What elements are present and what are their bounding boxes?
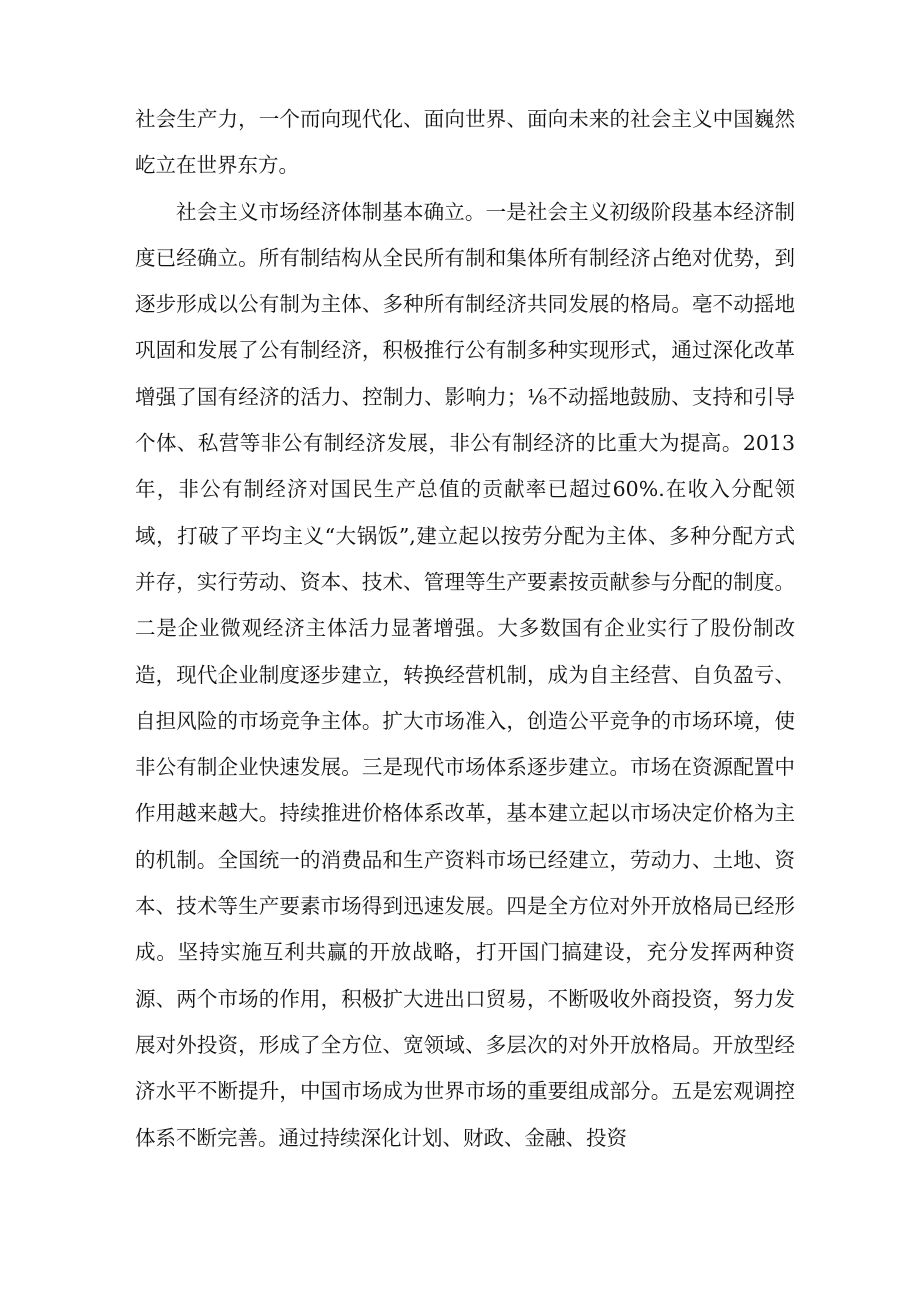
body-text (135, 96, 795, 1161)
paragraph-1: 社会生产力，一个而向现代化、面向世界、面向未来的社会主义中国巍然屹立在世界东方。 (135, 107, 795, 178)
paragraph-2: 社会主义市场经济体制基本确立。一是社会主义初级阶段基本经济制度已经确立。所有制结构从全民所有制和集体所有制经济占绝对优势，到逐步形成以公有制为主体、多种所有制经济共同发展的格局。亳不动摇地巩固和发展了公有制经济，积极推行公有制多种实现形式，通过深化改革增强了国有经济的活力、控制力、影响力；⅛不动摇地鼓励、支持和引导个体、私营等非公有制经济发展，非公有制经济的比重大为提高。2013年，非公有制经济对国民生产总值的贡献率已超过60%.在收入分配领域，打破了平均主义“大锅饭”,建立起以按劳分配为主体、多种分配方式并存，实行劳动、资本、技术、管理等生产要素按贡献参与分配的制度。二是企业微观经济主体活力显著增强。大多数国有企业实行了股份制改造，现代企业制度逐步建立，转换经营机制，成为自主经营、自负盈亏、自担风险的市场竞争主体。扩大市场准入，创造公平竞争的市场环境，使非公有制企业快速发展。三是现代市场体系逐步建立。市场在资源配置中作用越来越大。持续推进价格体系改革，基本建立起以市场决定价格为主的机制。全国统一的消费品和生产资料市场已经建立，劳动力、土地、资本、技术等生产要素市场得到迅速发展。四是全方位对外开放格局已经形成。坚持实施互利共赢的开放战略，打开国门搞建设，充分发挥两种资源、两个市场的作用，积极扩大进出口贸易，不断吸收外商投资，努力发展对外投资，形成了全方位、宽领域、多层次的对外开放格局。开放型经济水平不断提升，中国市场成为世界市场的重要组成部分。五是宏观调控体系不断完善。通过持续深化计划、财政、金融、投资 (135, 199, 795, 1150)
